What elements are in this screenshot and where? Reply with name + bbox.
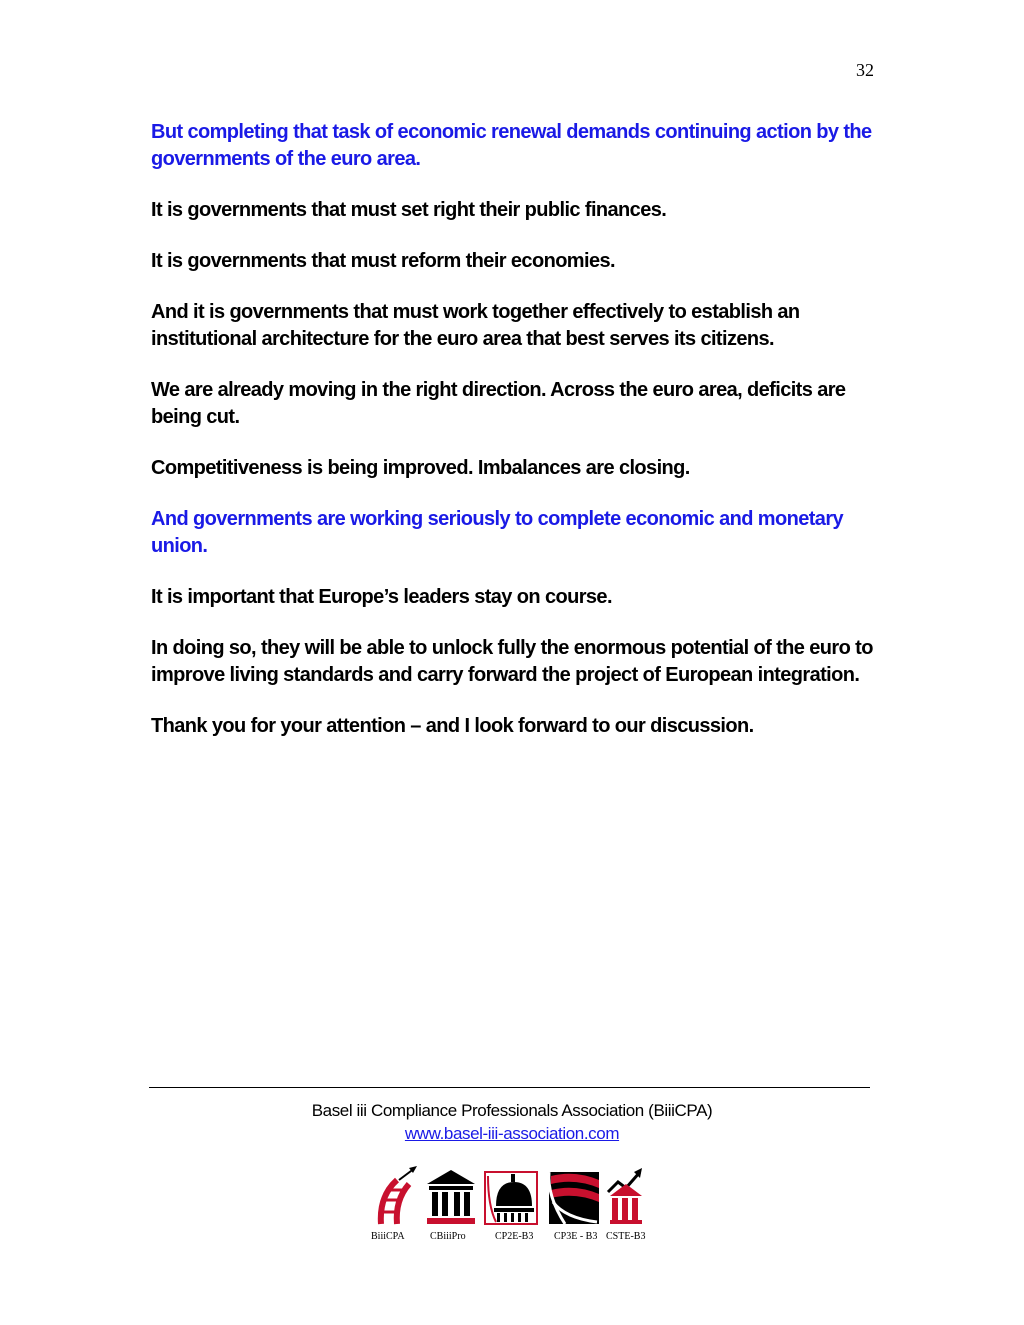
chart-arrow-building-icon [606, 1166, 646, 1226]
paragraph: And governments are working seriously to complete economic and monetary union. [151, 508, 844, 557]
curved-stripes-icon [545, 1166, 603, 1226]
paragraph: Competitiveness is being improved. Imbalances are closing. [151, 457, 690, 479]
logo-label: CP2E-B3 [495, 1231, 534, 1242]
logo-label: CP3E - B3 [554, 1231, 598, 1242]
logo-label: BiiiCPA [371, 1231, 405, 1242]
logo-label: CSTE-B3 [606, 1231, 646, 1242]
footer-divider [149, 1087, 870, 1088]
paragraph: It is governments that must reform their economies. [151, 250, 615, 272]
paragraph: And it is governments that must work together effectively to establish an institutional architecture for the euro area that best serves its citizens. [151, 301, 800, 350]
footer-website [0, 1124, 1024, 1144]
bank-columns-icon [425, 1166, 477, 1226]
document-body [151, 119, 876, 764]
paragraph: It is important that Europe’s leaders stay on course. [151, 586, 612, 608]
website-link[interactable]: www.basel-iii-association.com [404, 1124, 620, 1143]
paragraph: In doing so, they will be able to unlock fully the enormous potential of the euro to improve living standards and carry forward the project of European integration. [151, 637, 873, 686]
page-number: 32 [856, 60, 874, 80]
paragraph: We are already moving in the right direction. Across the euro area, deficits are being cut. [151, 379, 846, 428]
ladder-arrow-icon [375, 1166, 421, 1226]
paragraph: But completing that task of economic renewal demands continuing action by the governments of the euro area. [151, 121, 872, 170]
logo-label: CBiiiPro [430, 1231, 466, 1242]
capitol-dome-icon [484, 1166, 538, 1226]
paragraph: Thank you for your attention – and I look forward to our discussion. [151, 715, 754, 737]
paragraph: It is governments that must set right their public finances. [151, 199, 667, 221]
footer-organization: Basel iii Compliance Professionals Association (BiiiCPA) [311, 1101, 713, 1120]
